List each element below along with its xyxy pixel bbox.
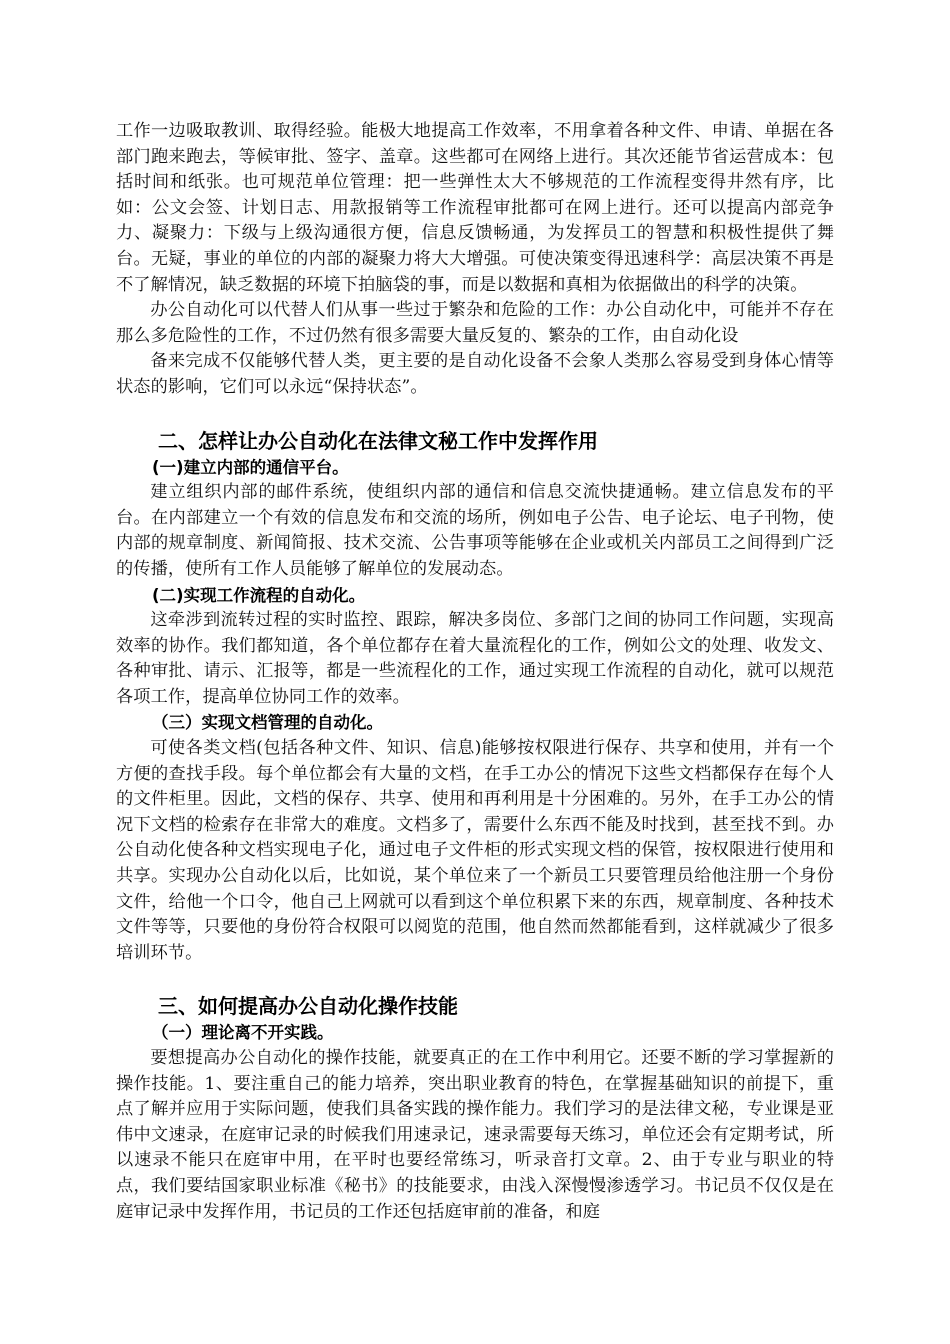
section-3-paragraph-1: 要想提高办公自动化的操作技能，就要真正的在工作中利用它。还要不断的学习掌握新的操作技能。1、要注重自己的能力培养，突出职业教育的特色，在掌握基础知识的前提下，重点了解并应用于实际问题，使我们具备实践的操作能力。我们学习的是法律文秘，专业课是亚伟中文速录，在庭审记录的时候我们用速录记，速录需要每天练习，单位还会有定期考试，所以速录不能只在庭审中用，在平时也要经常练习，听录音打文章。2、由于专业与职业的特点，我们要结国家职业标准《秘书》的技能要求，由浅入深慢慢渗透学习。书记员不仅仅是在庭审记录中发挥作用，书记员的工作还包括庭审前的准备，和庭: [116, 1048, 834, 1222]
section-2-paragraph-1: 建立组织内部的邮件系统，使组织内部的通信和信息交流快捷通畅。建立信息发布的平台。在内部建立一个有效的信息发布和交流的场所，例如电子公告、电子论坛、电子刊物，使内部的规章制度、新闻简报、技术交流、公告事项等能够在企业或机关内部员工之间得到广泛的传播，使所有工作人员能够了解单位的发展动态。: [116, 482, 834, 579]
intro-paragraph-1: 工作一边吸取教训、取得经验。能极大地提高工作效率，不用拿着各种文件、申请、单据在各部门跑来跑去，等候审批、签字、盖章。这些都可在网络上进行。其次还能节省运营成本：包括时间和纸张。也可规范单位管理：把一些弹性太大不够规范的工作流程变得井然有序，比如：公文会签、计划日志、用款报销等工作流程审批都可在网上进行。还可以提高内部竞争力、凝聚力：下级与上级沟通很方便，信息反馈畅通，为发挥员工的智慧和积极性提供了舞台。无疑，事业的单位的内部的凝聚力将大大增强。可使决策变得迅速科学：高层决策不再是不了解情况，缺乏数据的环境下拍脑袋的事，而是以数据和真相为依据做出的科学的决策。: [116, 121, 834, 295]
section-3-subheading-1: （一）理论离不开实践。: [152, 1023, 334, 1043]
document-page: [116, 119, 834, 1225]
intro-paragraph-2: 办公自动化可以代替人们从事一些过于繁杂和危险的工作：办公自动化中，可能并不存在那么多危险性的工作，不过仍然有很多需要大量反复的、繁杂的工作，由自动化设: [116, 300, 834, 346]
section-2-heading: 二、怎样让办公自动化在法律文秘工作中发挥作用: [158, 428, 598, 453]
spacer: [116, 401, 834, 427]
intro-paragraph-3: 备来完成不仅能够代替人类，更主要的是自动化设备不会象人类那么容易受到身体心情等状态的影响，它们可以永远“保持状态”。: [116, 351, 834, 397]
spacer: [116, 966, 834, 992]
section-2-subheading-2: (二)实现工作流程的自动化。: [152, 585, 366, 605]
section-2-paragraph-2: 这牵涉到流转过程的实时监控、跟踪，解决多岗位、多部门之间的协同工作问题，实现高效率的协作。我们都知道，各个单位都存在着大量流程化的工作，例如公文的处理、收发文、各种审批、请示、汇报等，都是一些流程化的工作，通过实现工作流程的自动化，就可以规范各项工作，提高单位协同工作的效率。: [116, 610, 834, 707]
section-2-paragraph-3: 可使各类文档(包括各种文件、知识、信息)能够按权限进行保存、共享和使用，并有一个方便的查找手段。每个单位都会有大量的文档，在手工办公的情况下这些文档都保存在每个人的文件柜里。因此，文档的保存、共享、使用和再利用是十分困难的。另外，在手工办公的情况下文档的检索存在非常大的难度。文档多了，需要什么东西不能及时找到，甚至找不到。办公自动化使各种文档实现电子化，通过电子文件柜的形式实现文档的保管，按权限进行使用和共享。实现办公自动化以后，比如说，某个单位来了一个新员工只要管理员给他注册一个身份文件，给他一个口令，他自己上网就可以看到这个单位积累下来的东西，规章制度、各种技术文件等等，只要他的身份符合权限可以阅览的范围，他自然而然都能看到，这样就减少了很多培训环节。: [116, 738, 834, 963]
section-3-heading: 三、如何提高办公自动化操作技能: [158, 994, 458, 1019]
section-2-subheading-3: （三）实现文档管理的自动化。: [152, 713, 383, 733]
section-2-subheading-1: (一)建立内部的通信平台。: [152, 457, 349, 477]
